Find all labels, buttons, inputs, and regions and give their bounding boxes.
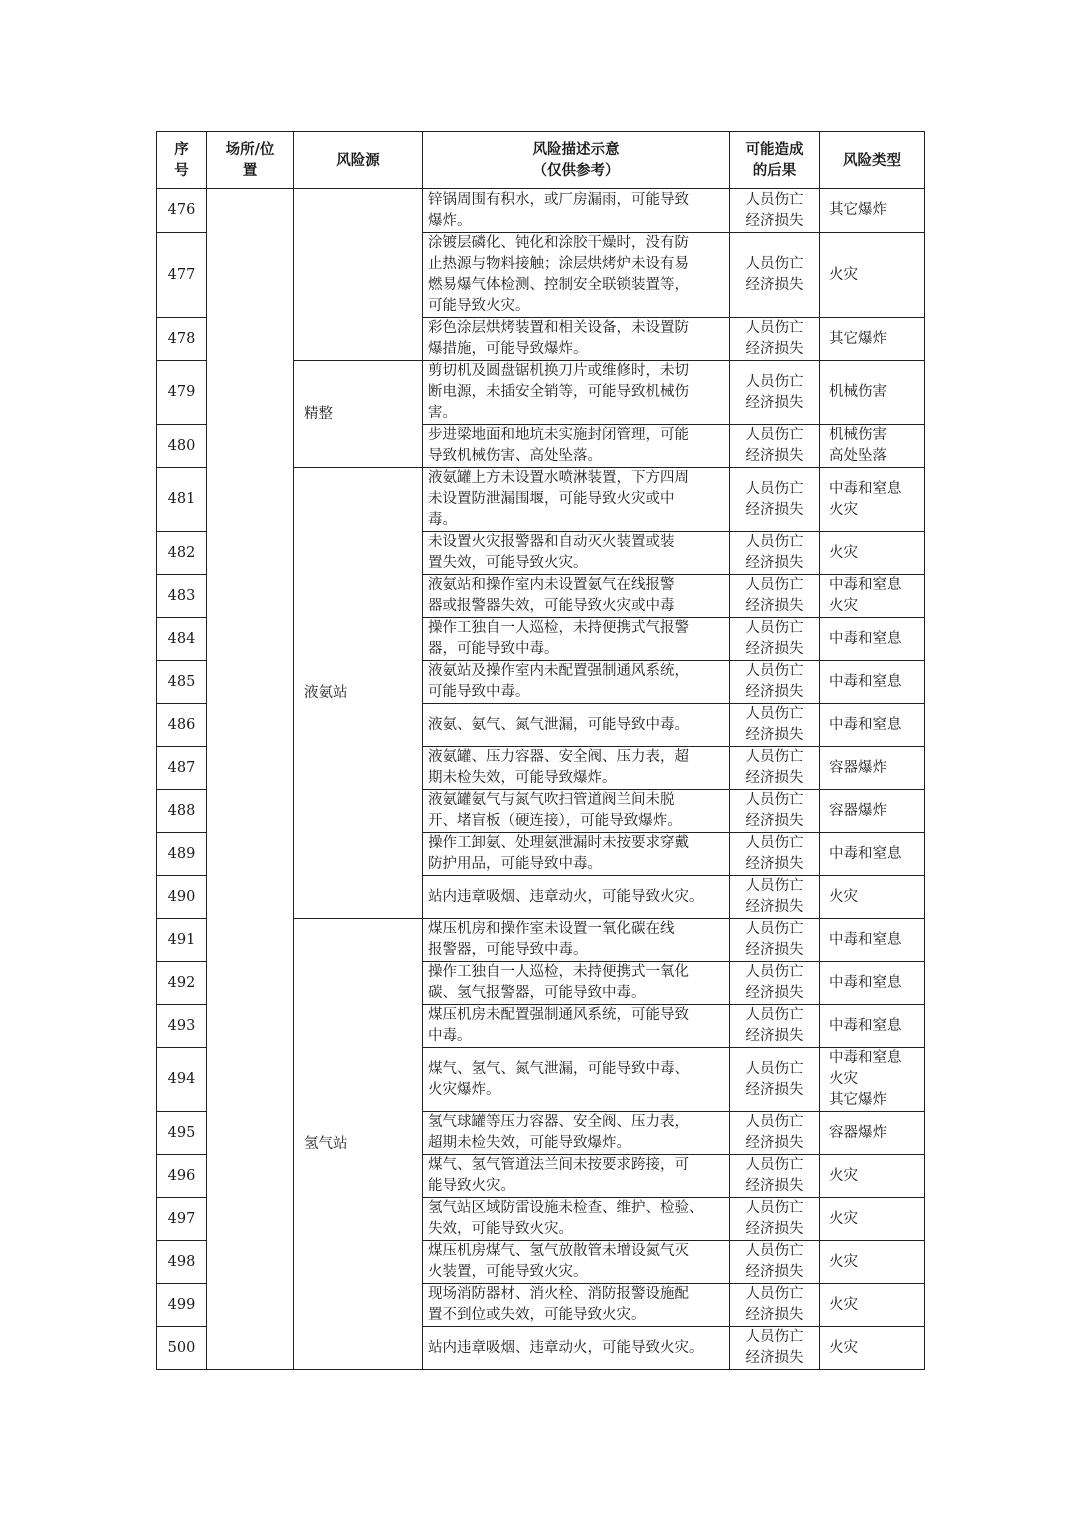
- consequence-line: 经济损失: [745, 899, 804, 915]
- consequence-line: 人员伤亡: [745, 1286, 804, 1302]
- risk-type: [820, 425, 925, 468]
- consequence-line: 经济损失: [745, 1307, 804, 1323]
- risk-description-line: 液氨站及操作室内未配置强制通风系统，: [428, 663, 689, 679]
- risk-type: [820, 962, 925, 1005]
- risk-description-line: 置失效，可能导致火灾。: [428, 555, 588, 571]
- risk-type: [820, 1112, 925, 1155]
- consequence: [730, 361, 820, 425]
- consequence-line: 人员伤亡: [745, 835, 804, 851]
- risk-description: [423, 1048, 730, 1112]
- risk-description-line: 未设置防泄漏围堰，可能导致火灾或中: [428, 491, 675, 507]
- row-number: 487: [157, 747, 207, 790]
- consequence: [730, 532, 820, 575]
- consequence-line: 人员伤亡: [745, 878, 804, 894]
- risk-description-line: 置不到位或失效，可能导致火灾。: [428, 1307, 646, 1323]
- risk-description: [423, 1284, 730, 1327]
- risk-description-line: 步进梁地面和地坑未实施封闭管理，可能: [428, 427, 689, 443]
- risk-description-line: 报警器，可能导致中毒。: [428, 942, 588, 958]
- risk-type-line: 其它爆炸: [829, 202, 887, 218]
- risk-type: [820, 1284, 925, 1327]
- risk-description-line: 可能导致中毒。: [428, 684, 530, 700]
- risk-description-line: 操作工独自一人巡检，未持便携式一氧化: [428, 964, 689, 980]
- consequence-line: 经济损失: [745, 598, 804, 614]
- row-number: 499: [157, 1284, 207, 1327]
- risk-type: [820, 790, 925, 833]
- risk-description: [423, 876, 730, 919]
- consequence-line: 人员伤亡: [745, 577, 804, 593]
- consequence: [730, 1327, 820, 1370]
- risk-description: [423, 1112, 730, 1155]
- header-row: [157, 132, 925, 189]
- consequence: [730, 1112, 820, 1155]
- risk-type: [820, 1327, 925, 1370]
- risk-type: [820, 575, 925, 618]
- consequence-line: 经济损失: [745, 212, 804, 229]
- consequence: [730, 833, 820, 876]
- consequence-line: 人员伤亡: [745, 191, 804, 208]
- consequence-line: 人员伤亡: [745, 427, 804, 443]
- consequence-line: 人员伤亡: [745, 1157, 804, 1173]
- risk-type: [820, 704, 925, 747]
- risk-type-line: 火灾: [829, 1167, 858, 1184]
- row-number: 484: [157, 618, 207, 661]
- consequence: [730, 1005, 820, 1048]
- row-number: 489: [157, 833, 207, 876]
- risk-source-cell: 精整: [294, 361, 423, 468]
- consequence: [730, 318, 820, 361]
- risk-type-line: 其它爆炸: [829, 330, 887, 347]
- risk-type-line: 火灾: [829, 1210, 858, 1227]
- consequence: [730, 876, 820, 919]
- consequence-line: 经济损失: [745, 770, 804, 786]
- risk-type-line: 火灾: [829, 1071, 858, 1087]
- consequence: [730, 233, 820, 318]
- risk-type-line: 火灾: [829, 266, 858, 283]
- consequence-line: 人员伤亡: [745, 792, 804, 808]
- risk-type-line: 中毒和窒息: [829, 845, 902, 862]
- row-number: 497: [157, 1198, 207, 1241]
- consequence: [730, 189, 820, 233]
- row-number: 492: [157, 962, 207, 1005]
- risk-type: [820, 361, 925, 425]
- risk-description-line: 液氨罐上方未设置水喷淋装置，下方四周: [428, 470, 689, 486]
- risk-description-line: 氢气球罐等压力容器、安全阀、压力表，: [428, 1114, 689, 1130]
- consequence: [730, 1284, 820, 1327]
- header-desc-line: 风险描述示意: [532, 141, 620, 158]
- header-seq-line: 号: [174, 162, 189, 179]
- consequence-line: 人员伤亡: [745, 480, 804, 497]
- risk-description: [423, 361, 730, 425]
- consequence: [730, 790, 820, 833]
- risk-description-line: 碳、氢气报警器，可能导致中毒。: [428, 985, 646, 1001]
- risk-description-line: 爆炸。: [428, 212, 472, 229]
- consequence-line: 人员伤亡: [745, 663, 804, 679]
- risk-type: [820, 1198, 925, 1241]
- risk-description-line: 彩色涂层烘烤装置和相关设备，未设置防: [428, 320, 689, 336]
- header-source: 风险源: [294, 132, 423, 189]
- consequence-line: 经济损失: [745, 1135, 804, 1151]
- risk-type: [820, 1005, 925, 1048]
- consequence: [730, 1198, 820, 1241]
- row-number: 500: [157, 1327, 207, 1370]
- risk-type-line: 容器爆炸: [829, 759, 887, 776]
- consequence: [730, 962, 820, 1005]
- consequence-line: 经济损失: [745, 985, 804, 1001]
- risk-description-line: 剪切机及圆盘锯机换刀片或维修时，未切: [428, 363, 689, 379]
- risk-source-cell: [294, 189, 423, 361]
- risk-table: [156, 131, 925, 1370]
- header-desc-line: （仅供参考）: [532, 162, 620, 179]
- consequence-line: 经济损失: [745, 813, 804, 829]
- consequence-line: 人员伤亡: [745, 1007, 804, 1023]
- risk-type-line: 中毒和窒息: [829, 480, 902, 497]
- consequence-line: 人员伤亡: [745, 1060, 804, 1077]
- risk-description-line: 煤气、氢气、氮气泄漏，可能导致中毒、: [428, 1060, 689, 1077]
- consequence-line: 经济损失: [745, 341, 804, 357]
- table-row: [157, 189, 925, 233]
- risk-description: [423, 1198, 730, 1241]
- row-number: 490: [157, 876, 207, 919]
- row-number: 498: [157, 1241, 207, 1284]
- consequence-line: 人员伤亡: [745, 320, 804, 336]
- consequence-line: 人员伤亡: [745, 921, 804, 937]
- consequence-line: 人员伤亡: [745, 706, 804, 722]
- risk-type: [820, 468, 925, 532]
- risk-description-line: 煤压机房煤气、氢气放散管未增设氮气灭: [428, 1243, 689, 1259]
- risk-type-line: 火灾: [829, 501, 858, 518]
- header-description: [423, 132, 730, 189]
- risk-type: [820, 233, 925, 318]
- risk-description-line: 器或报警器失效，可能导致火灾或中毒: [428, 598, 675, 614]
- risk-type-line: 机械伤害: [829, 384, 887, 400]
- risk-type-line: 高处坠落: [829, 448, 887, 464]
- consequence-line: 经济损失: [745, 277, 804, 293]
- risk-type-line: 火灾: [829, 1339, 858, 1356]
- risk-type: [820, 1048, 925, 1112]
- consequence: [730, 618, 820, 661]
- consequence-line: 人员伤亡: [745, 964, 804, 980]
- consequence-line: 经济损失: [745, 1350, 804, 1366]
- risk-type: [820, 919, 925, 962]
- consequence-line: 经济损失: [745, 641, 804, 657]
- row-number: 486: [157, 704, 207, 747]
- risk-description: [423, 919, 730, 962]
- risk-description-line: 开、堵盲板（硬连接），可能导致爆炸。: [428, 813, 682, 829]
- risk-description-line: 失效，可能导致火灾。: [428, 1221, 573, 1237]
- row-number: 493: [157, 1005, 207, 1048]
- consequence-line: 经济损失: [745, 394, 804, 411]
- consequence: [730, 1155, 820, 1198]
- row-number: 495: [157, 1112, 207, 1155]
- header-seq: [157, 132, 207, 189]
- risk-type: [820, 833, 925, 876]
- risk-description-line: 煤压机房未配置强制通风系统，可能导致: [428, 1007, 689, 1023]
- risk-description-line: 器，可能导致中毒。: [428, 641, 559, 657]
- consequence-line: 人员伤亡: [745, 373, 804, 390]
- consequence-line: 经济损失: [745, 1028, 804, 1044]
- risk-type: [820, 1241, 925, 1284]
- header-location: [207, 132, 294, 189]
- consequence: [730, 747, 820, 790]
- risk-description-line: 害。: [428, 405, 457, 421]
- risk-type: [820, 747, 925, 790]
- consequence-line: 经济损失: [745, 555, 804, 571]
- risk-description-line: 液氨罐氨气与氮气吹扫管道阀兰间未脱: [428, 792, 675, 808]
- risk-description: [423, 618, 730, 661]
- consequence-line: 经济损失: [745, 1221, 804, 1237]
- row-number: 480: [157, 425, 207, 468]
- risk-type-line: 容器爆炸: [829, 802, 887, 819]
- risk-type-line: 中毒和窒息: [829, 1050, 902, 1066]
- risk-description: [423, 661, 730, 704]
- risk-description-line: 未设置火灾报警器和自动灭火装置或装: [428, 534, 675, 550]
- risk-type-line: 中毒和窒息: [829, 630, 902, 647]
- risk-type: [820, 189, 925, 233]
- consequence-line: 经济损失: [745, 501, 804, 518]
- risk-description-line: 煤气、氢气管道法兰间未按要求跨接，可: [428, 1157, 689, 1173]
- consequence: [730, 425, 820, 468]
- consequence-line: 人员伤亡: [745, 256, 804, 272]
- header-consequence: [730, 132, 820, 189]
- risk-description-line: 断电源，未插安全销等，可能导致机械伤: [428, 384, 689, 400]
- risk-description-line: 站内违章吸烟、违章动火，可能导致火灾。: [428, 888, 704, 905]
- header-cons-line: 的后果: [752, 162, 797, 179]
- consequence-line: 经济损失: [745, 684, 804, 700]
- consequence-line: 人员伤亡: [745, 1243, 804, 1259]
- consequence: [730, 575, 820, 618]
- risk-description: [423, 532, 730, 575]
- risk-description-line: 止热源与物料接触；涂层烘烤炉未设有易: [428, 256, 689, 272]
- consequence-line: 人员伤亡: [745, 1114, 804, 1130]
- risk-description-line: 火装置，可能导致火灾。: [428, 1264, 588, 1280]
- risk-type-line: 火灾: [829, 544, 858, 561]
- risk-description-line: 毒。: [428, 512, 457, 528]
- risk-type-line: 火灾: [829, 598, 858, 614]
- risk-type-line: 火灾: [829, 888, 858, 905]
- risk-type-line: 容器爆炸: [829, 1124, 887, 1141]
- row-number: 478: [157, 318, 207, 361]
- risk-type-line: 中毒和窒息: [829, 931, 902, 948]
- risk-description-line: 期未检失效，可能导致爆炸。: [428, 770, 617, 786]
- consequence-line: 人员伤亡: [745, 749, 804, 765]
- row-number: 494: [157, 1048, 207, 1112]
- consequence-line: 人员伤亡: [745, 534, 804, 550]
- risk-type: [820, 661, 925, 704]
- risk-description-line: 液氨、氨气、氮气泄漏，可能导致中毒。: [428, 716, 689, 733]
- header-cons-line: 可能造成: [745, 141, 804, 158]
- consequence-line: 经济损失: [745, 727, 804, 743]
- location-cell: [207, 189, 294, 1370]
- row-number: 485: [157, 661, 207, 704]
- risk-description: [423, 1005, 730, 1048]
- risk-description-line: 爆措施，可能导致爆炸。: [428, 341, 588, 357]
- risk-type-line: 中毒和窒息: [829, 974, 902, 991]
- consequence: [730, 1241, 820, 1284]
- consequence-line: 经济损失: [745, 1178, 804, 1194]
- risk-description: [423, 1241, 730, 1284]
- risk-description-line: 火灾爆炸。: [428, 1081, 501, 1098]
- risk-source-cell: 氢气站: [294, 919, 423, 1370]
- header-type: 风险类型: [820, 132, 925, 189]
- risk-source-cell: 液氨站: [294, 468, 423, 919]
- row-number: 496: [157, 1155, 207, 1198]
- row-number: 479: [157, 361, 207, 425]
- risk-description-line: 液氨罐、压力容器、安全阀、压力表，超: [428, 749, 689, 765]
- risk-type: [820, 532, 925, 575]
- risk-description: [423, 468, 730, 532]
- risk-type-line: 中毒和窒息: [829, 716, 902, 733]
- consequence: [730, 919, 820, 962]
- row-number: 477: [157, 233, 207, 318]
- table-body: [157, 189, 925, 1370]
- risk-description: [423, 704, 730, 747]
- risk-description-line: 中毒。: [428, 1028, 472, 1044]
- header-location-line: 置: [242, 162, 258, 179]
- consequence-line: 经济损失: [745, 1264, 804, 1280]
- risk-type: [820, 318, 925, 361]
- risk-description-line: 操作工卸氨、处理氨泄漏时未按要求穿戴: [428, 835, 689, 851]
- risk-description: [423, 962, 730, 1005]
- consequence: [730, 468, 820, 532]
- risk-description: [423, 790, 730, 833]
- risk-description-line: 操作工独自一人巡检，未持便携式气报警: [428, 620, 689, 636]
- risk-description: [423, 318, 730, 361]
- row-number: 491: [157, 919, 207, 962]
- risk-description-line: 站内违章吸烟、违章动火，可能导致火灾。: [428, 1339, 704, 1356]
- consequence-line: 人员伤亡: [745, 1200, 804, 1216]
- risk-type-line: 其它爆炸: [829, 1092, 887, 1108]
- row-number: 483: [157, 575, 207, 618]
- risk-description: [423, 189, 730, 233]
- risk-description-line: 锌锅周围有积水，或厂房漏雨，可能导致: [428, 191, 689, 208]
- risk-type: [820, 876, 925, 919]
- risk-type-line: 中毒和窒息: [829, 673, 902, 690]
- risk-description: [423, 1155, 730, 1198]
- risk-description-line: 燃易爆气体检测、控制安全联锁装置等，: [428, 277, 689, 293]
- row-number: 481: [157, 468, 207, 532]
- consequence-line: 人员伤亡: [745, 1329, 804, 1345]
- consequence-line: 经济损失: [745, 1081, 804, 1098]
- risk-description: [423, 575, 730, 618]
- consequence: [730, 704, 820, 747]
- header-location-line: 场所/位: [225, 141, 275, 158]
- risk-type: [820, 618, 925, 661]
- risk-description: [423, 833, 730, 876]
- risk-description-line: 涂镀层磷化、钝化和涂胶干燥时，没有防: [428, 235, 689, 251]
- risk-type-line: 机械伤害: [829, 427, 887, 443]
- consequence: [730, 661, 820, 704]
- consequence-line: 经济损失: [745, 942, 804, 958]
- risk-description: [423, 425, 730, 468]
- risk-description: [423, 1327, 730, 1370]
- risk-description-line: 液氨站和操作室内未设置氨气在线报警: [428, 577, 675, 593]
- row-number: 476: [157, 189, 207, 233]
- risk-type-line: 中毒和窒息: [829, 577, 902, 593]
- risk-type-line: 中毒和窒息: [829, 1017, 902, 1034]
- risk-type-line: 火灾: [829, 1253, 858, 1270]
- risk-description-line: 导致机械伤害、高处坠落。: [428, 448, 602, 464]
- risk-description-line: 可能导致火灾。: [428, 298, 530, 314]
- risk-description-line: 防护用品，可能导致中毒。: [428, 856, 602, 872]
- consequence-line: 人员伤亡: [745, 620, 804, 636]
- risk-description-line: 能导致火灾。: [428, 1178, 515, 1194]
- risk-description: [423, 233, 730, 318]
- risk-description-line: 现场消防器材、消火栓、消防报警设施配: [428, 1286, 689, 1302]
- row-number: 482: [157, 532, 207, 575]
- header-seq-line: 序: [174, 141, 189, 158]
- row-number: 488: [157, 790, 207, 833]
- consequence-line: 经济损失: [745, 856, 804, 872]
- consequence: [730, 1048, 820, 1112]
- risk-description-line: 超期未检失效，可能导致爆炸。: [428, 1135, 631, 1151]
- risk-description-line: 煤压机房和操作室未设置一氧化碳在线: [428, 921, 675, 937]
- consequence-line: 经济损失: [745, 448, 804, 464]
- risk-type: [820, 1155, 925, 1198]
- risk-description-line: 氢气站区域防雷设施未检查、维护、检验、: [428, 1200, 704, 1216]
- risk-type-line: 火灾: [829, 1296, 858, 1313]
- risk-description: [423, 747, 730, 790]
